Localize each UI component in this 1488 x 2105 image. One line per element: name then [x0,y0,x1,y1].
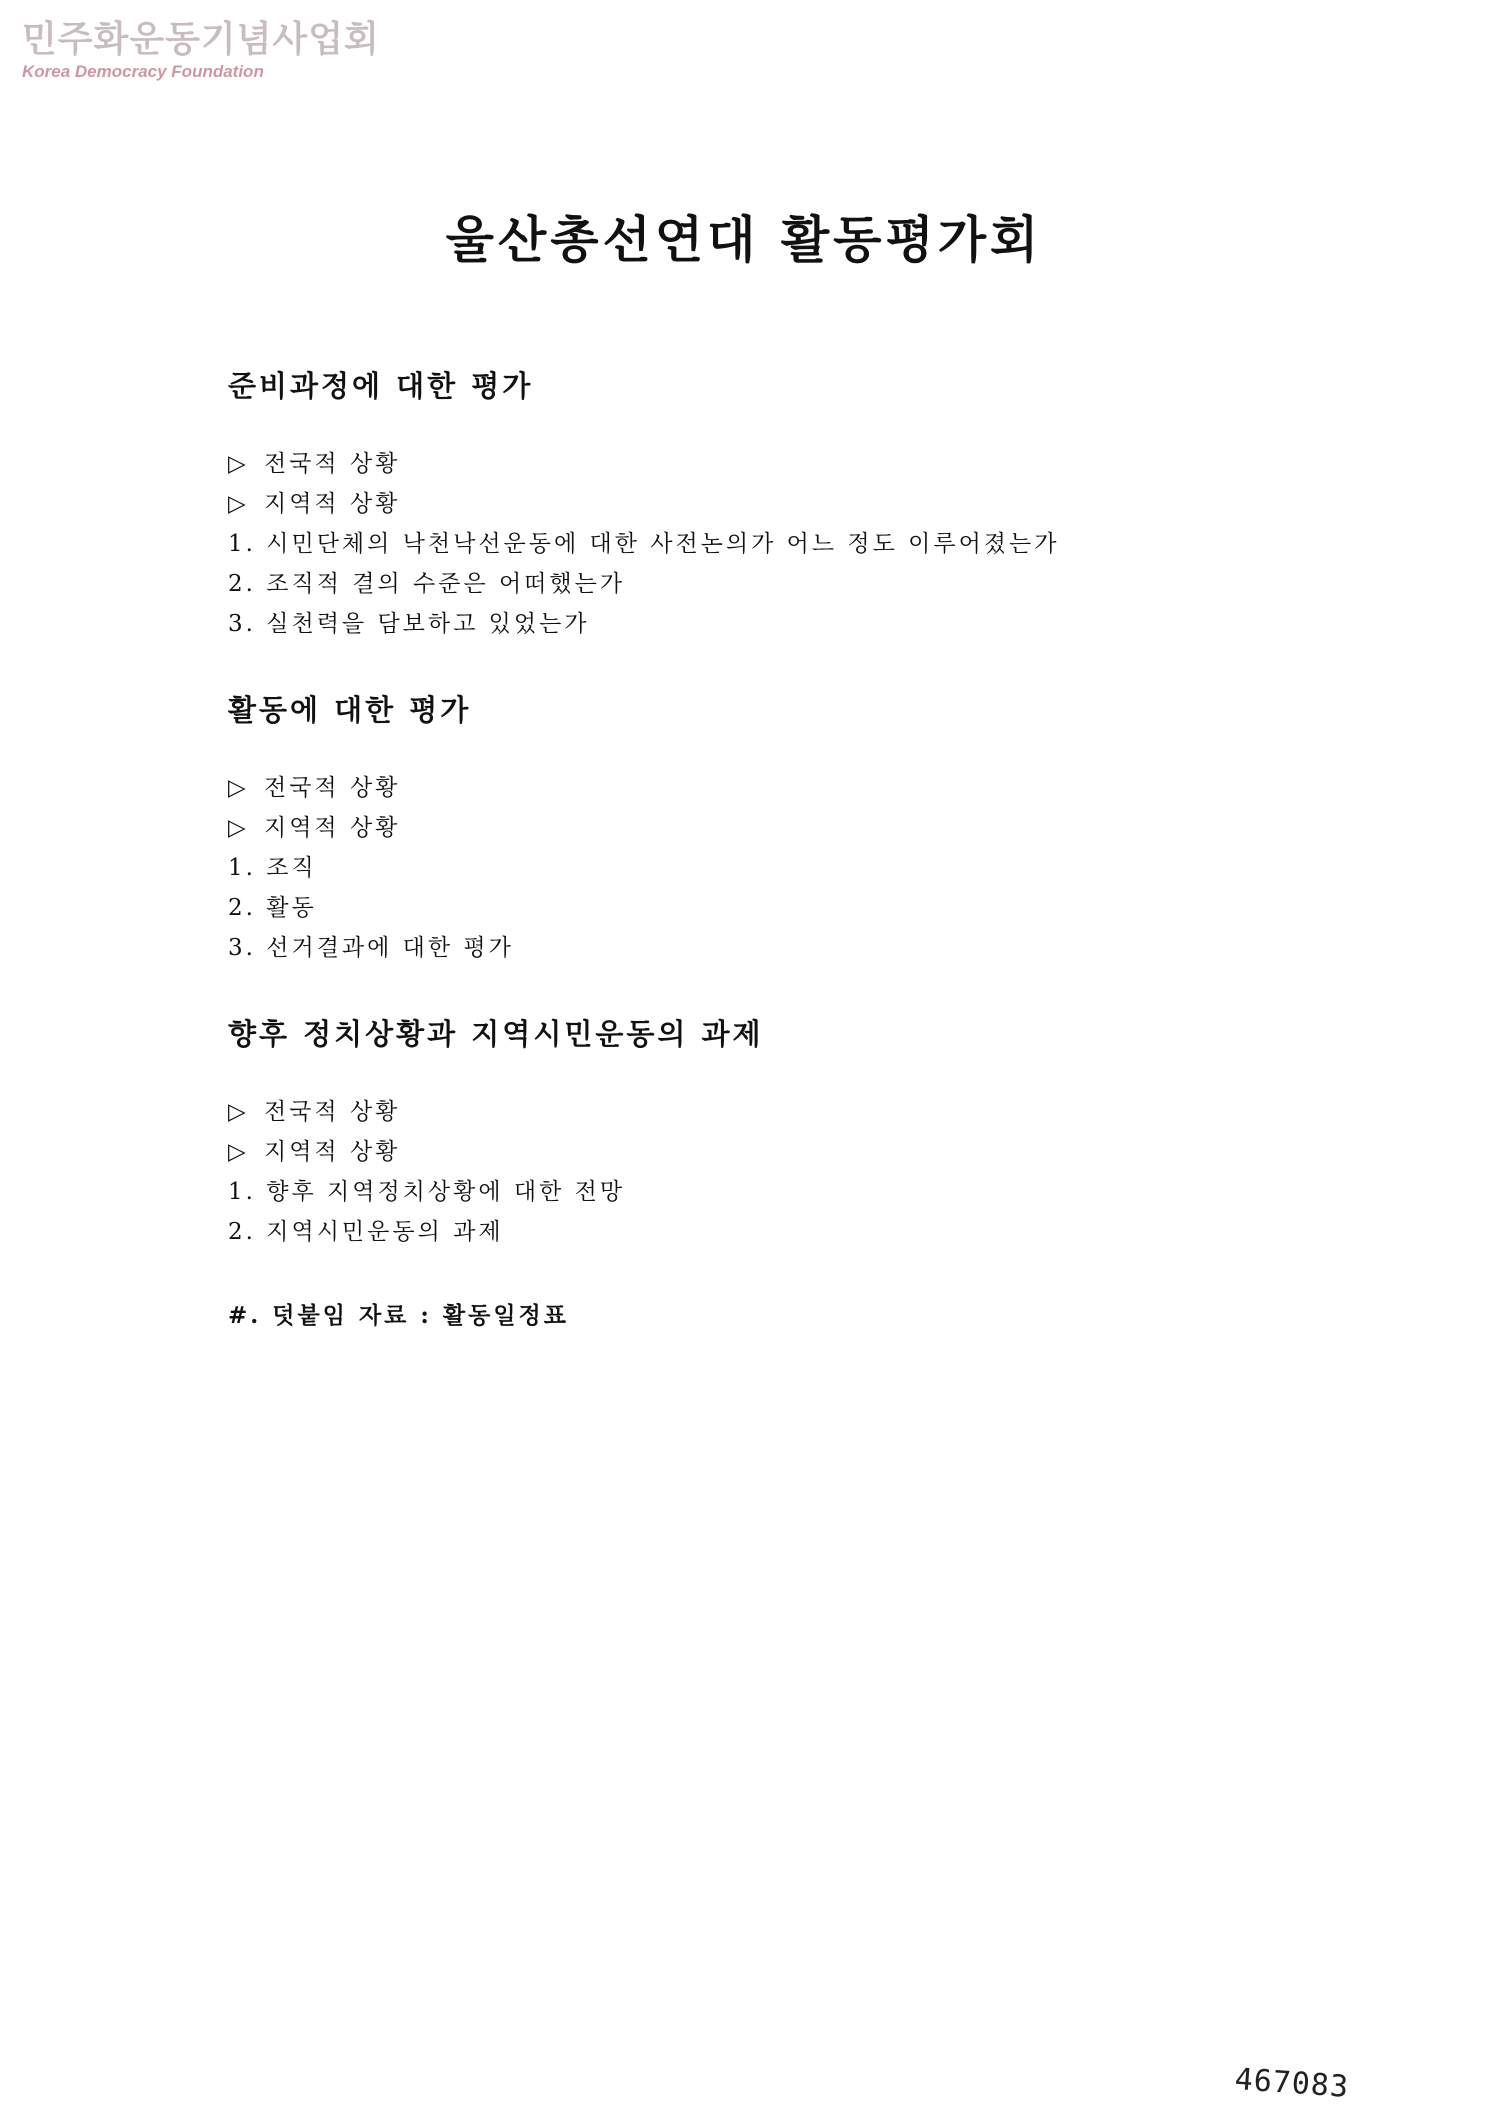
list-marker: 1. [228,1179,256,1205]
list-item-text: 전국적 상황 [264,1099,401,1125]
section-preparation [228,366,1328,644]
section-heading: 준비과정에 대한 평가 [228,369,534,403]
section-heading: 향후 정치상황과 지역시민운동의 과제 [228,1017,764,1051]
list-item-text: 조직 [266,855,317,881]
list-item-text: 전국적 상황 [264,775,401,801]
list-item [228,768,1328,808]
section-heading: 활동에 대한 평가 [228,693,472,727]
list-item [228,848,1328,888]
list-marker: ▷ [228,1099,249,1125]
watermark-org-korean: 민주화운동기념사업회 [22,19,380,60]
list-marker: ▷ [228,815,249,841]
list-item-text: 향후 지역정치상황에 대한 전망 [266,1179,626,1205]
list-item-text: 지역적 상황 [264,491,401,517]
list-item-text: 실천력을 담보하고 있었는가 [266,611,590,637]
list-item [228,1172,1328,1212]
handwritten-page-number: 467083 [1233,2062,1351,2105]
list-item [228,1212,1328,1252]
list-marker: ▷ [228,451,249,477]
list-item-text: 지역적 상황 [264,815,401,841]
list-marker: 3. [228,935,256,961]
list-item [228,604,1328,644]
list-item [228,928,1328,968]
attachment-note: #. 덧붙임 자료 : 활동일정표 [228,1302,569,1329]
document-body [228,366,1328,1336]
list-marker: ▷ [228,1139,249,1165]
document-title: 울산총선연대 활동평가회 [445,210,1043,269]
list-item-text: 전국적 상황 [264,451,401,477]
list-marker: 1. [228,855,256,881]
list-item [228,524,1328,564]
section-future-tasks [228,1014,1328,1252]
list-marker: 2. [228,1219,256,1245]
list-item [228,484,1328,524]
list-marker: ▷ [228,491,249,517]
list-item-text: 선거결과에 대한 평가 [266,935,514,961]
list-item-text: 지역적 상황 [264,1139,401,1165]
list-item [228,1132,1328,1172]
list-item-text: 활동 [266,895,317,921]
list-item [228,888,1328,928]
watermark-logo [22,18,380,82]
list-item [228,808,1328,848]
list-marker: 1. [228,531,256,557]
list-marker: ▷ [228,775,249,801]
list-item-text: 지역시민운동의 과제 [266,1219,504,1245]
list-item-text: 조직적 결의 수준은 어떠했는가 [266,571,626,597]
list-marker: 2. [228,571,256,597]
list-marker: 2. [228,895,256,921]
list-item [228,1092,1328,1132]
watermark-org-english: Korea Democracy Foundation [22,62,264,81]
section-activity [228,690,1328,968]
list-marker: 3. [228,611,256,637]
list-item-text: 시민단체의 낙천낙선운동에 대한 사전논의가 어느 정도 이루어졌는가 [266,531,1060,557]
list-item [228,444,1328,484]
list-item [228,564,1328,604]
